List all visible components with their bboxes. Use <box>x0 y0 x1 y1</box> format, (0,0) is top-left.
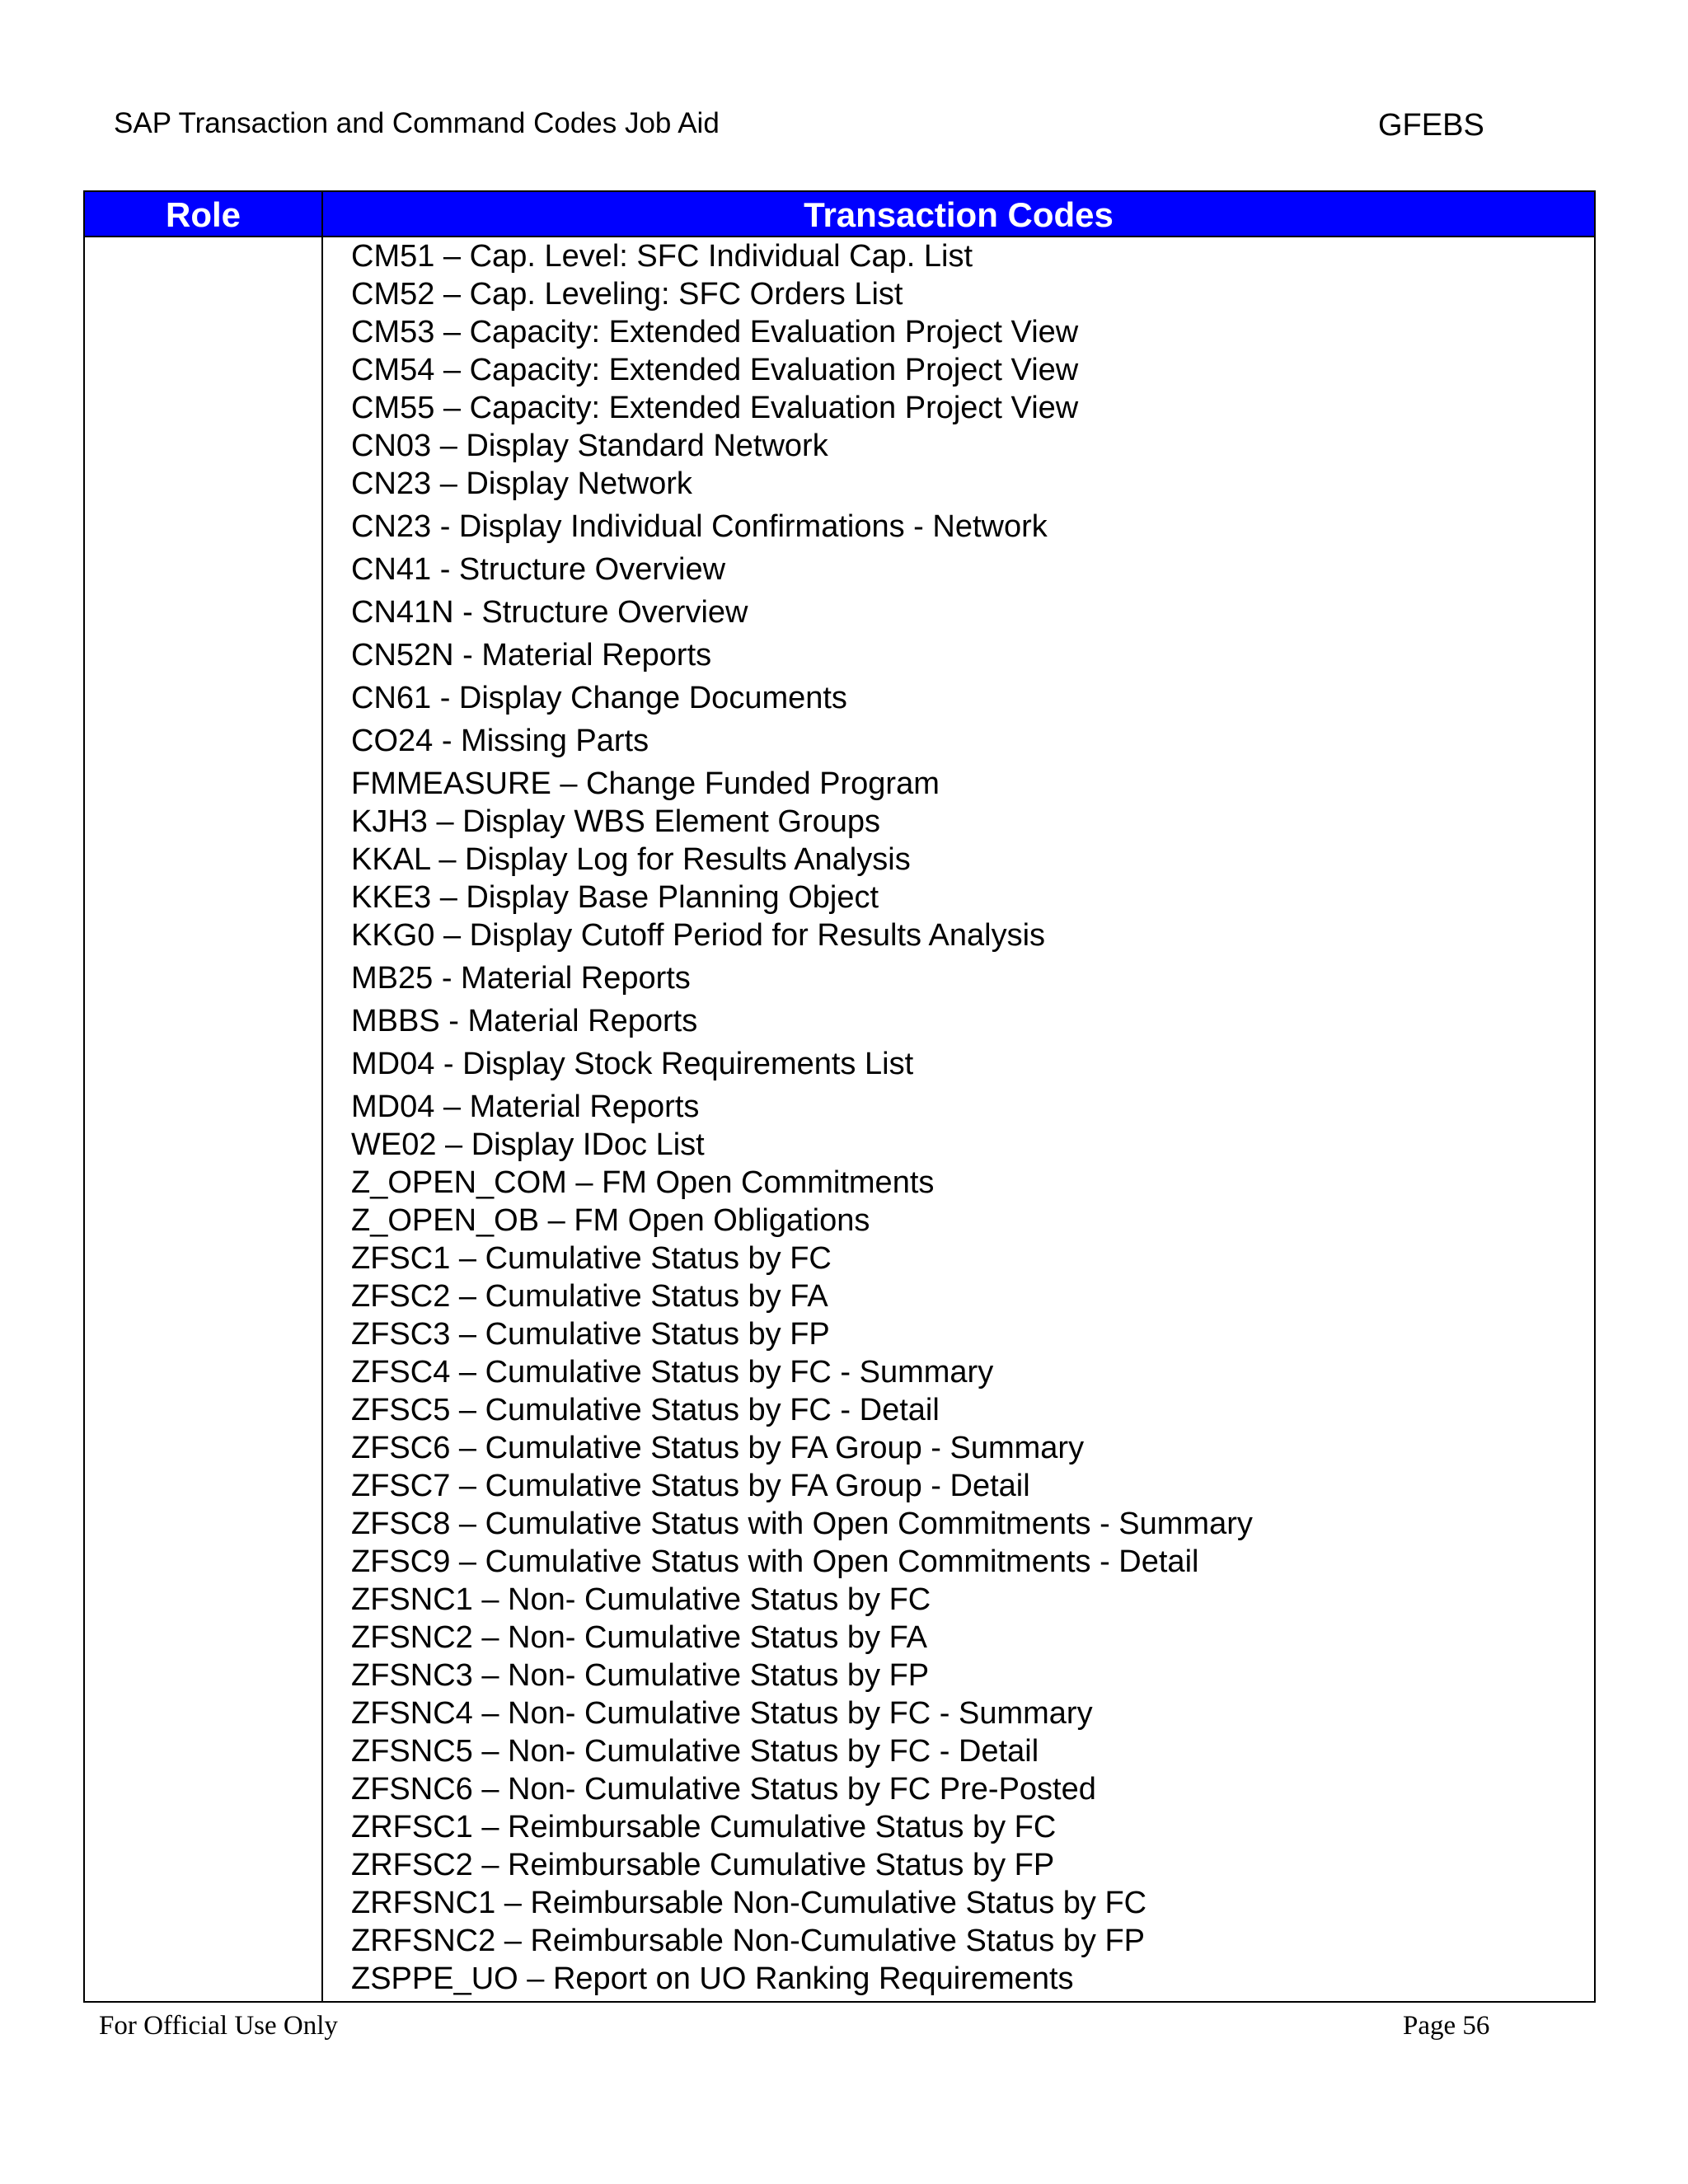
transaction-code-item: CN61 - Display Change Documents <box>351 681 847 715</box>
transaction-code-item: ZFSC2 – Cumulative Status by FA <box>351 1279 828 1314</box>
role-cell <box>85 237 321 2001</box>
transaction-code-item: ZFSC5 – Cumulative Status by FC - Detail <box>351 1393 940 1427</box>
transaction-code-item: MD04 - Display Stock Requirements List <box>351 1047 914 1081</box>
transaction-code-item: ZFSC8 – Cumulative Status with Open Commitments - Summary <box>351 1507 1253 1541</box>
transaction-code-item: CN23 – Display Network <box>351 466 692 501</box>
transaction-code-item: KKAL – Display Log for Results Analysis <box>351 842 911 877</box>
transaction-code-item: ZRFSNC2 – Reimbursable Non-Cumulative Status by FP <box>351 1924 1146 1958</box>
footer-page-number: Page 56 <box>1403 2011 1490 2041</box>
transaction-code-item: CN52N - Material Reports <box>351 638 712 673</box>
document-title: SAP Transaction and Command Codes Job Aid <box>114 107 720 139</box>
transaction-code-item: CO24 - Missing Parts <box>351 724 649 758</box>
transaction-code-item: MB25 - Material Reports <box>351 961 691 996</box>
transaction-code-item: ZFSNC1 – Non- Cumulative Status by FC <box>351 1582 931 1617</box>
transaction-code-item: ZRFSNC1 – Reimbursable Non-Cumulative Status by FC <box>351 1886 1147 1920</box>
transaction-code-item: ZRFSC1 – Reimbursable Cumulative Status by FC <box>351 1810 1057 1844</box>
transaction-code-item: ZRFSC2 – Reimbursable Cumulative Status by FP <box>351 1848 1055 1882</box>
transaction-code-item: ZFSC4 – Cumulative Status by FC - Summary <box>351 1355 994 1390</box>
column-divider <box>321 192 323 2001</box>
transaction-code-item: Z_OPEN_OB – FM Open Obligations <box>351 1203 870 1238</box>
transaction-code-item: KKE3 – Display Base Planning Object <box>351 880 879 915</box>
transaction-code-item: KKG0 – Display Cutoff Period for Results Analysis <box>351 918 1046 953</box>
transaction-code-item: ZFSC1 – Cumulative Status by FC <box>351 1241 832 1276</box>
transaction-code-item: ZFSC3 – Cumulative Status by FP <box>351 1317 830 1352</box>
transaction-code-item: MBBS - Material Reports <box>351 1004 698 1038</box>
transaction-code-item: ZFSC6 – Cumulative Status by FA Group - Summary <box>351 1431 1085 1465</box>
transaction-code-item: CM52 – Cap. Leveling: SFC Orders List <box>351 277 903 312</box>
transaction-code-item: CM54 – Capacity: Extended Evaluation Project View <box>351 353 1079 387</box>
transaction-code-item: KJH3 – Display WBS Element Groups <box>351 804 881 839</box>
transaction-code-item: CM55 – Capacity: Extended Evaluation Project View <box>351 391 1079 425</box>
transaction-code-item: ZFSNC6 – Non- Cumulative Status by FC Pre-Posted <box>351 1772 1096 1807</box>
system-name: GFEBS <box>1378 108 1484 143</box>
footer-classification: For Official Use Only <box>99 2011 338 2041</box>
transaction-code-item: ZFSNC2 – Non- Cumulative Status by FA <box>351 1620 928 1655</box>
transaction-code-item: CM53 – Capacity: Extended Evaluation Project View <box>351 315 1079 349</box>
transaction-code-item: ZFSNC3 – Non- Cumulative Status by FP <box>351 1658 930 1693</box>
transaction-codes-table <box>83 190 1596 2003</box>
transaction-code-item: CN41 - Structure Overview <box>351 552 726 587</box>
transaction-code-item: MD04 – Material Reports <box>351 1090 700 1124</box>
column-header-role: Role <box>165 195 241 234</box>
transaction-code-item: FMMEASURE – Change Funded Program <box>351 766 940 801</box>
transaction-code-item: ZFSNC4 – Non- Cumulative Status by FC - Summary <box>351 1696 1093 1731</box>
transaction-code-item: WE02 – Display IDoc List <box>351 1127 705 1162</box>
transaction-code-item: CM51 – Cap. Level: SFC Individual Cap. List <box>351 239 973 274</box>
transaction-code-item: ZFSC7 – Cumulative Status by FA Group - Detail <box>351 1469 1030 1503</box>
transaction-code-list <box>351 237 1594 2001</box>
transaction-code-item: ZFSC9 – Cumulative Status with Open Commitments - Detail <box>351 1544 1199 1579</box>
transaction-code-item: ZFSNC5 – Non- Cumulative Status by FC - Detail <box>351 1734 1039 1769</box>
column-header-transaction-codes: Transaction Codes <box>804 195 1114 234</box>
transaction-code-item: CN23 - Display Individual Confirmations - Network <box>351 509 1048 544</box>
transaction-code-item: CN41N - Structure Overview <box>351 595 748 630</box>
transaction-code-item: CN03 – Display Standard Network <box>351 429 828 463</box>
transaction-code-item: ZSPPE_UO – Report on UO Ranking Requirements <box>351 1961 1074 1996</box>
transaction-code-item: Z_OPEN_COM – FM Open Commitments <box>351 1165 935 1200</box>
table-header-row <box>85 192 1594 237</box>
